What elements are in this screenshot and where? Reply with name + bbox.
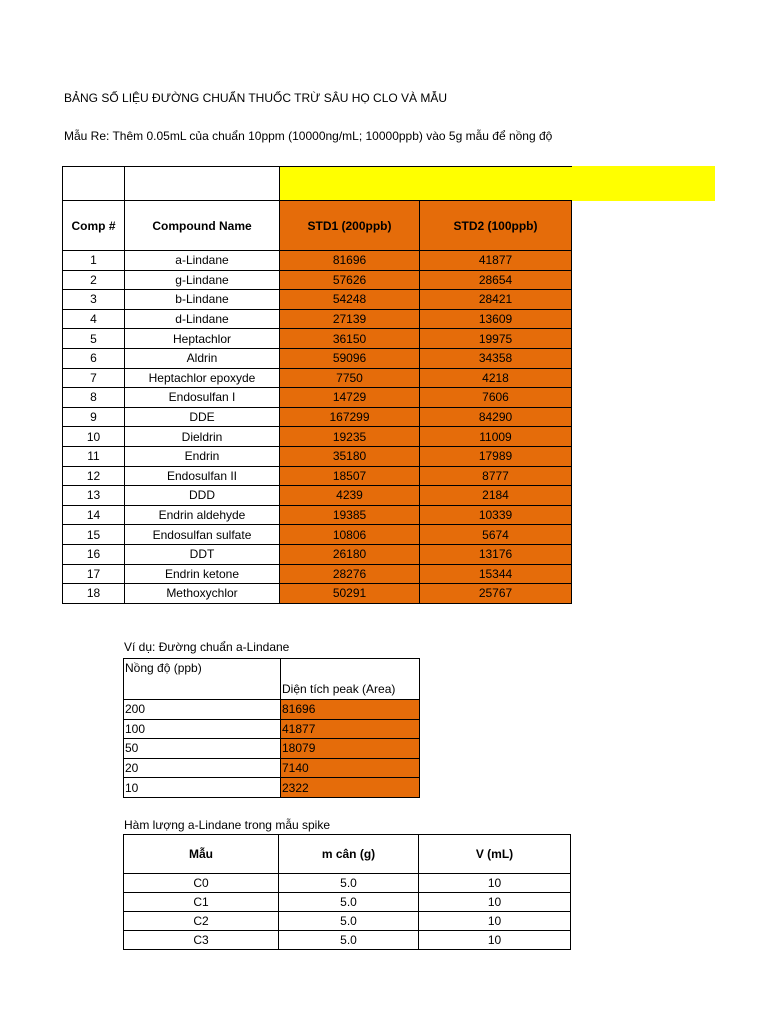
compound-name-cell[interactable]: Heptachlor epoxyde [125, 368, 280, 388]
table-row [63, 525, 572, 545]
compound-name-cell[interactable]: a-Lindane [125, 251, 280, 271]
comp-num-cell[interactable]: 5 [63, 329, 125, 349]
yellow-header-extension [571, 166, 715, 201]
std1-value-cell[interactable]: 57626 [280, 270, 420, 290]
std2-value-cell[interactable]: 28421 [420, 290, 572, 310]
std1-value-cell[interactable]: 18507 [280, 466, 420, 486]
compound-name-cell[interactable]: Heptachlor [125, 329, 280, 349]
concentration-cell[interactable]: 100 [124, 719, 281, 739]
std1-value-cell[interactable]: 54248 [280, 290, 420, 310]
comp-num-cell[interactable]: 17 [63, 564, 125, 584]
compound-name-cell[interactable]: g-Lindane [125, 270, 280, 290]
comp-num-cell[interactable]: 10 [63, 427, 125, 447]
table-blank-header-row [63, 167, 572, 201]
std1-value-cell[interactable]: 7750 [280, 368, 420, 388]
sample-cell[interactable]: C3 [124, 931, 279, 950]
std1-value-cell[interactable]: 167299 [280, 407, 420, 427]
peak-area-cell[interactable]: 2322 [281, 778, 420, 798]
mass-cell[interactable]: 5.0 [279, 893, 419, 912]
header-std2[interactable]: STD2 (100ppb) [420, 201, 572, 251]
compound-name-cell[interactable]: Endrin [125, 446, 280, 466]
compound-name-cell[interactable]: b-Lindane [125, 290, 280, 310]
table-row [63, 584, 572, 604]
std2-value-cell[interactable]: 4218 [420, 368, 572, 388]
std2-value-cell[interactable]: 17989 [420, 446, 572, 466]
table-row [63, 329, 572, 349]
comp-num-cell[interactable]: 8 [63, 388, 125, 408]
concentration-cell[interactable]: 50 [124, 739, 281, 759]
compound-name-cell[interactable]: Aldrin [125, 348, 280, 368]
std2-value-cell[interactable]: 10339 [420, 505, 572, 525]
std1-value-cell[interactable]: 19235 [280, 427, 420, 447]
header-comp-num[interactable]: Comp # [63, 201, 125, 251]
document-title: BẢNG SỐ LIỆU ĐƯỜNG CHUẨN THUỐC TRỪ SÂU HỌ CLO VÀ MẪU [64, 91, 448, 105]
peak-area-cell[interactable]: 18079 [281, 739, 420, 759]
table-row [63, 505, 572, 525]
blank-cell[interactable] [63, 167, 125, 201]
compound-name-cell[interactable]: Methoxychlor [125, 584, 280, 604]
std1-value-cell[interactable]: 4239 [280, 486, 420, 506]
volume-cell[interactable]: 10 [419, 912, 571, 931]
compound-name-cell[interactable]: Dieldrin [125, 427, 280, 447]
comp-num-cell[interactable]: 1 [63, 251, 125, 271]
compound-name-cell[interactable]: Endrin ketone [125, 564, 280, 584]
concentration-cell[interactable]: 20 [124, 758, 281, 778]
table-header-row [63, 201, 572, 251]
std2-value-cell[interactable]: 41877 [420, 251, 572, 271]
std2-value-cell[interactable]: 8777 [420, 466, 572, 486]
std2-value-cell[interactable]: 19975 [420, 329, 572, 349]
header-volume[interactable]: V (mL) [419, 835, 571, 874]
std2-value-cell[interactable]: 11009 [420, 427, 572, 447]
concentration-cell[interactable]: 10 [124, 778, 281, 798]
comp-num-cell[interactable]: 2 [63, 270, 125, 290]
table-row [124, 931, 571, 950]
std1-value-cell[interactable]: 28276 [280, 564, 420, 584]
comp-num-cell[interactable]: 18 [63, 584, 125, 604]
comp-num-cell[interactable]: 9 [63, 407, 125, 427]
comp-num-cell[interactable]: 16 [63, 544, 125, 564]
comp-num-cell[interactable]: 12 [63, 466, 125, 486]
table-row [63, 368, 572, 388]
compound-name-cell[interactable]: d-Lindane [125, 309, 280, 329]
peak-area-cell[interactable]: 41877 [281, 719, 420, 739]
table-row [124, 893, 571, 912]
compound-name-cell[interactable]: DDD [125, 486, 280, 506]
std2-value-cell[interactable]: 28654 [420, 270, 572, 290]
spike-table [123, 834, 571, 950]
header-peak-area[interactable]: Diện tích peak (Area) [281, 659, 420, 700]
table-row [63, 427, 572, 447]
std1-value-cell[interactable]: 27139 [280, 309, 420, 329]
table-row [124, 778, 420, 798]
table-row [63, 270, 572, 290]
table-row [63, 407, 572, 427]
peak-area-cell[interactable]: 81696 [281, 700, 420, 720]
std2-value-cell[interactable]: 13176 [420, 544, 572, 564]
table-row [124, 874, 571, 893]
std2-value-cell[interactable]: 84290 [420, 407, 572, 427]
std1-value-cell[interactable]: 36150 [280, 329, 420, 349]
yellow-blank-cell[interactable] [280, 167, 572, 201]
spike-note: Mẫu Re: Thêm 0.05mL của chuẩn 10ppm (10000ng/mL; 10000ppb) vào 5g mẫu để nồng độ [64, 129, 553, 143]
table-row [63, 486, 572, 506]
std1-value-cell[interactable]: 14729 [280, 388, 420, 408]
header-concentration[interactable]: Nồng độ (ppb) [124, 659, 281, 700]
mass-cell[interactable]: 5.0 [279, 874, 419, 893]
table-row [124, 700, 420, 720]
spike-title: Hàm lượng a-Lindane trong mẫu spike [124, 818, 331, 832]
table-row [124, 739, 420, 759]
example-title: Ví dụ: Đường chuẩn a-Lindane [124, 640, 290, 654]
std2-value-cell[interactable]: 5674 [420, 525, 572, 545]
table-row [63, 466, 572, 486]
blank-cell[interactable] [125, 167, 280, 201]
table-row [63, 348, 572, 368]
compound-name-cell[interactable]: DDE [125, 407, 280, 427]
table-row [124, 758, 420, 778]
comp-num-cell[interactable]: 15 [63, 525, 125, 545]
volume-cell[interactable]: 10 [419, 931, 571, 950]
std1-value-cell[interactable]: 26180 [280, 544, 420, 564]
table-row [63, 290, 572, 310]
std1-value-cell[interactable]: 50291 [280, 584, 420, 604]
std1-value-cell[interactable]: 10806 [280, 525, 420, 545]
std1-value-cell[interactable]: 19385 [280, 505, 420, 525]
example-calibration-table [123, 658, 420, 798]
compound-name-cell[interactable]: Endosulfan sulfate [125, 525, 280, 545]
std2-value-cell[interactable]: 34358 [420, 348, 572, 368]
compound-name-cell[interactable]: Endosulfan I [125, 388, 280, 408]
concentration-cell[interactable]: 200 [124, 700, 281, 720]
sample-cell[interactable]: C2 [124, 912, 279, 931]
sample-cell[interactable]: C1 [124, 893, 279, 912]
spike-header-row [124, 835, 571, 874]
volume-cell[interactable]: 10 [419, 893, 571, 912]
table-row [124, 719, 420, 739]
std1-value-cell[interactable]: 59096 [280, 348, 420, 368]
comp-num-cell[interactable]: 6 [63, 348, 125, 368]
std1-value-cell[interactable]: 35180 [280, 446, 420, 466]
std2-value-cell[interactable]: 7606 [420, 388, 572, 408]
table-row [63, 388, 572, 408]
comp-num-cell[interactable]: 7 [63, 368, 125, 388]
table-row [63, 446, 572, 466]
table-row [63, 251, 572, 271]
header-mass[interactable]: m cân (g) [279, 835, 419, 874]
table-row [63, 544, 572, 564]
std2-value-cell[interactable]: 15344 [420, 564, 572, 584]
header-std1[interactable]: STD1 (200ppb) [280, 201, 420, 251]
example-header-row [124, 659, 420, 700]
sample-cell[interactable]: C0 [124, 874, 279, 893]
table-row [63, 309, 572, 329]
compound-name-cell[interactable]: Endosulfan II [125, 466, 280, 486]
table-row [124, 912, 571, 931]
volume-cell[interactable]: 10 [419, 874, 571, 893]
peak-area-cell[interactable]: 7140 [281, 758, 420, 778]
comp-num-cell[interactable]: 11 [63, 446, 125, 466]
comp-num-cell[interactable]: 13 [63, 486, 125, 506]
std2-value-cell[interactable]: 13609 [420, 309, 572, 329]
std2-value-cell[interactable]: 2184 [420, 486, 572, 506]
header-sample[interactable]: Mẫu [124, 835, 279, 874]
comp-num-cell[interactable]: 3 [63, 290, 125, 310]
calibration-table [62, 166, 572, 604]
mass-cell[interactable]: 5.0 [279, 931, 419, 950]
table-row [63, 564, 572, 584]
comp-num-cell[interactable]: 4 [63, 309, 125, 329]
std2-value-cell[interactable]: 25767 [420, 584, 572, 604]
comp-num-cell[interactable]: 14 [63, 505, 125, 525]
header-compound-name[interactable]: Compound Name [125, 201, 280, 251]
compound-name-cell[interactable]: Endrin aldehyde [125, 505, 280, 525]
compound-name-cell[interactable]: DDT [125, 544, 280, 564]
mass-cell[interactable]: 5.0 [279, 912, 419, 931]
std1-value-cell[interactable]: 81696 [280, 251, 420, 271]
